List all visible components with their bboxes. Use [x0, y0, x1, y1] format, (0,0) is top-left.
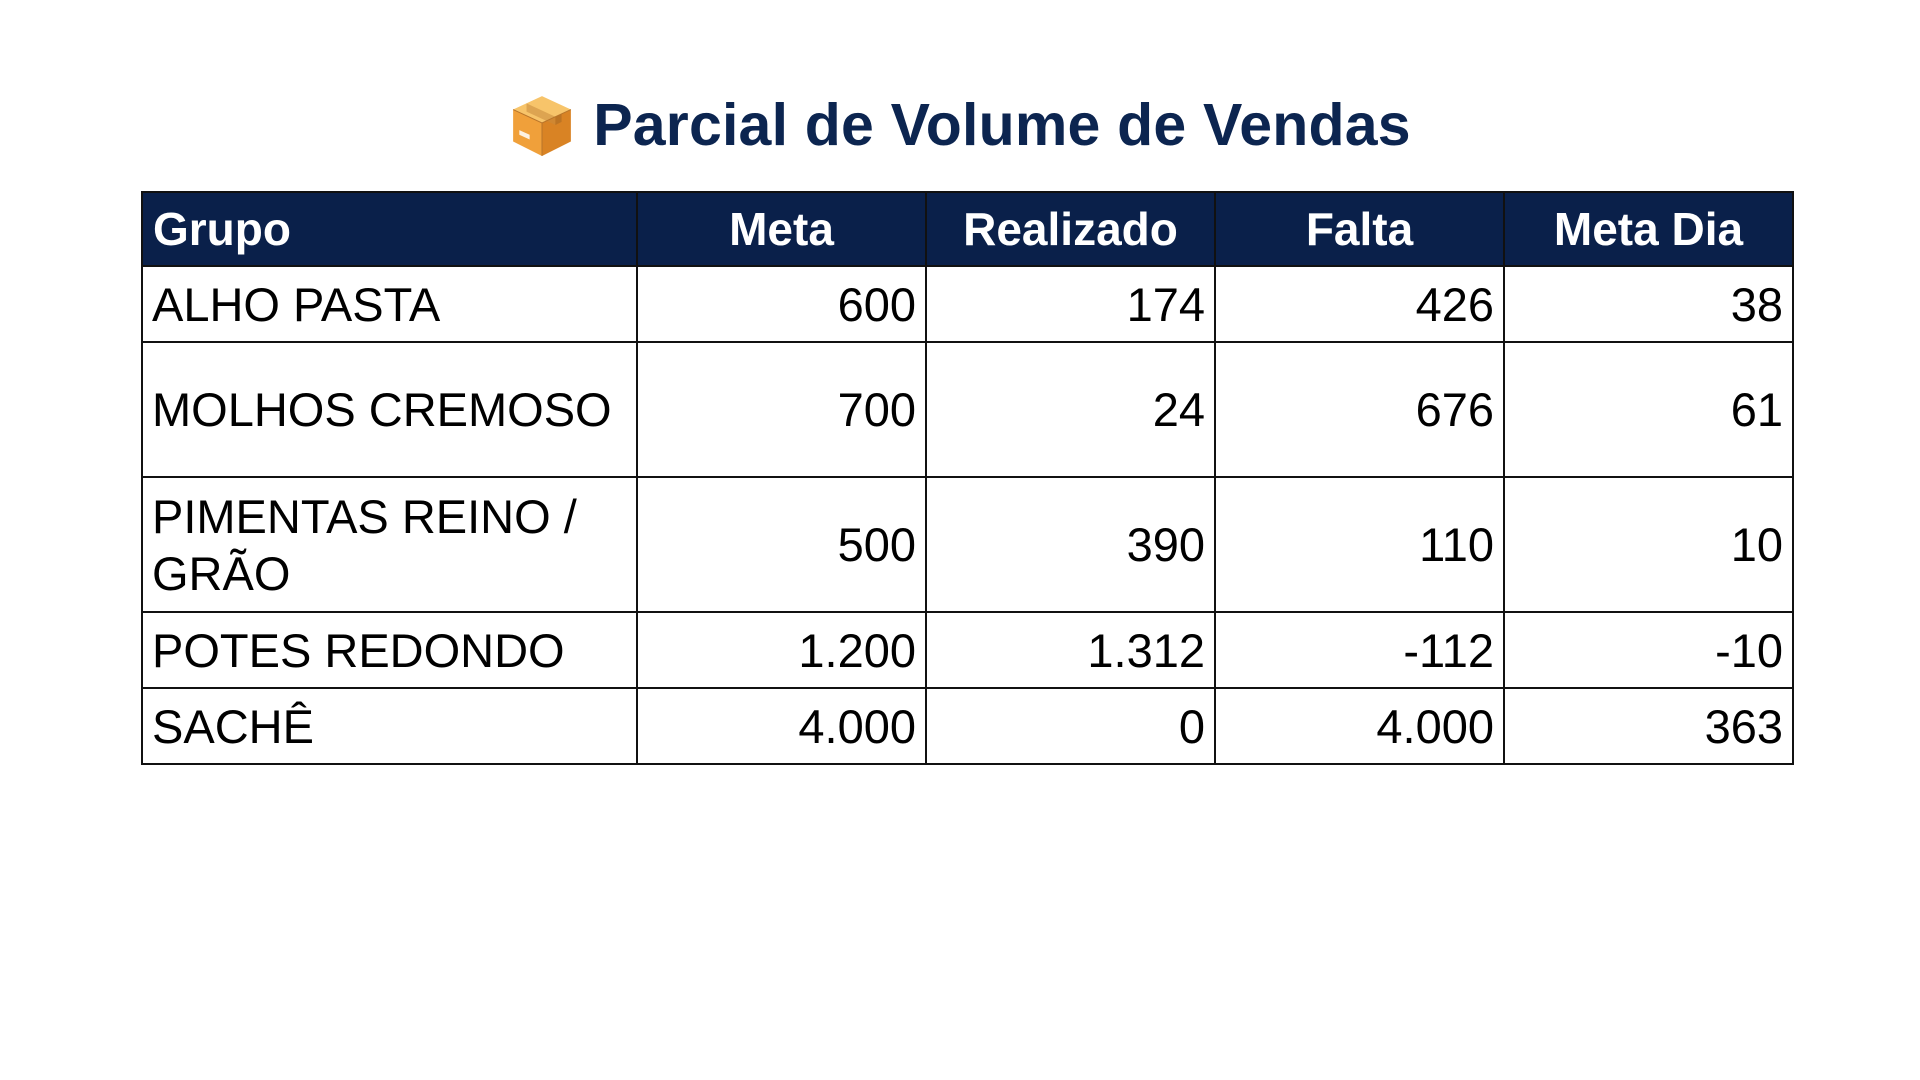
- cell-meta-dia: 38: [1504, 266, 1793, 342]
- cell-realizado: 0: [926, 688, 1215, 764]
- table-row: [142, 612, 1793, 688]
- cell-falta: 676: [1215, 342, 1504, 477]
- title-row: [0, 88, 1920, 162]
- column-header-falta: Falta: [1215, 192, 1504, 266]
- table-header-row: [142, 192, 1793, 266]
- cell-falta: 426: [1215, 266, 1504, 342]
- column-header-realizado: Realizado: [926, 192, 1215, 266]
- cell-falta: 4.000: [1215, 688, 1504, 764]
- cell-falta: -112: [1215, 612, 1504, 688]
- cell-meta-dia: 61: [1504, 342, 1793, 477]
- cell-meta: 700: [637, 342, 926, 477]
- cell-meta-dia: 10: [1504, 477, 1793, 612]
- cell-grupo: POTES REDONDO: [142, 612, 637, 688]
- cell-realizado: 174: [926, 266, 1215, 342]
- column-header-grupo: Grupo: [142, 192, 637, 266]
- cell-realizado: 1.312: [926, 612, 1215, 688]
- cell-meta-dia: -10: [1504, 612, 1793, 688]
- cell-grupo: ALHO PASTA: [142, 266, 637, 342]
- cell-realizado: 24: [926, 342, 1215, 477]
- cell-meta: 1.200: [637, 612, 926, 688]
- cell-meta: 600: [637, 266, 926, 342]
- cell-grupo: PIMENTAS REINO / GRÃO: [142, 477, 637, 612]
- sales-volume-table: [141, 191, 1794, 765]
- cell-meta: 4.000: [637, 688, 926, 764]
- package-box-icon: [509, 92, 575, 158]
- cell-grupo: SACHÊ: [142, 688, 637, 764]
- cell-falta: 110: [1215, 477, 1504, 612]
- cell-meta-dia: 363: [1504, 688, 1793, 764]
- cell-grupo: MOLHOS CREMOSO: [142, 342, 637, 477]
- table-row: [142, 266, 1793, 342]
- table-row: [142, 688, 1793, 764]
- table-row: [142, 342, 1793, 477]
- cell-meta: 500: [637, 477, 926, 612]
- cell-realizado: 390: [926, 477, 1215, 612]
- column-header-meta: Meta: [637, 192, 926, 266]
- table-row: [142, 477, 1793, 612]
- page-title: Parcial de Volume de Vendas: [593, 92, 1411, 158]
- column-header-meta-dia: Meta Dia: [1504, 192, 1793, 266]
